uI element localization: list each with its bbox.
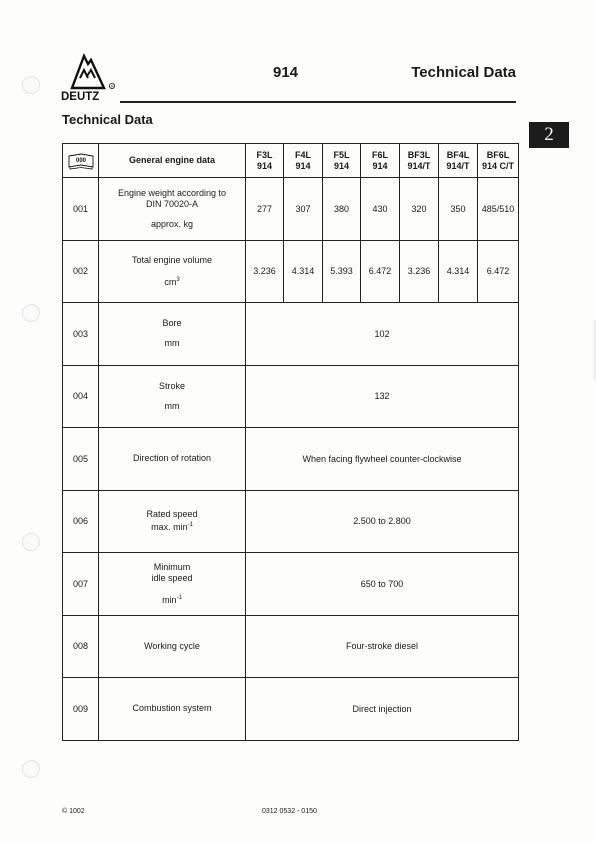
variant-name: F3L [256, 149, 273, 160]
row-description [99, 490, 246, 553]
chapter-tab: 2 [529, 122, 569, 148]
engine-model-number: 914 [273, 64, 299, 81]
row-description [99, 240, 246, 303]
engine-variant-header [439, 144, 478, 178]
variant-name: F4L [294, 149, 311, 160]
description-line: Bore [162, 318, 182, 329]
variant-name: BF4L [446, 149, 470, 160]
engine-variant-header [361, 144, 400, 178]
shared-value-cell: 132 [246, 365, 519, 428]
punch-hole [22, 760, 40, 778]
row-number: 005 [63, 428, 99, 491]
technical-data-table [62, 143, 519, 741]
value-cell: 307 [284, 178, 323, 241]
description-line: Engine weight according to [117, 187, 227, 198]
general-engine-data-header: General engine data [99, 144, 246, 178]
row-number: 001 [63, 178, 99, 241]
svg-text:000: 000 [75, 157, 86, 164]
value-cell: 6.472 [361, 240, 400, 303]
svg-text:DEUTZ: DEUTZ [61, 91, 100, 102]
description-line: Working cycle [144, 640, 200, 651]
page-header-title: Technical Data [411, 64, 516, 81]
table-row [63, 678, 519, 741]
description-line: Rated speed [146, 509, 198, 520]
unit-label: $\min^{-1}$ [162, 594, 182, 605]
value-cell: 320 [400, 178, 439, 241]
value-cell: 4.314 [284, 240, 323, 303]
row-description [99, 365, 246, 428]
description-line: max. $\min^{-1}$ [151, 522, 193, 533]
row-number: 002 [63, 240, 99, 303]
variant-name: BF3L [407, 149, 431, 160]
table-header-row [63, 144, 519, 178]
unit-label: mm [164, 338, 180, 349]
variant-series: 914 [372, 160, 388, 171]
punch-hole [22, 76, 40, 94]
engine-variant-header [284, 144, 323, 178]
value-cell: 485/510 [478, 178, 519, 241]
row-description [99, 428, 246, 491]
description-line: Total engine volume [131, 254, 213, 265]
row-number: 009 [63, 678, 99, 741]
row-description [99, 553, 246, 616]
value-cell: 3.236 [400, 240, 439, 303]
variant-name: F5L [333, 149, 350, 160]
table-row [63, 553, 519, 616]
deutz-logo [60, 52, 120, 102]
header-rule [120, 101, 516, 103]
row-number: 008 [63, 615, 99, 678]
row-description [99, 678, 246, 741]
description-line: DIN 70020-A [145, 198, 199, 209]
variant-series: 914 [256, 160, 273, 171]
unit-label: approx. kg [150, 218, 194, 229]
punch-hole [22, 304, 40, 322]
variant-name: F6L [371, 149, 388, 160]
engine-variant-header [478, 144, 519, 178]
description-line: idle speed [151, 572, 193, 583]
row-description [99, 615, 246, 678]
row-description [99, 178, 246, 241]
punch-hole [22, 533, 40, 551]
description-line: Direction of rotation [132, 453, 212, 464]
value-cell: 6.472 [478, 240, 519, 303]
value-cell: 277 [246, 178, 284, 241]
value-cell: 350 [439, 178, 478, 241]
description-line: Stroke [158, 380, 185, 391]
table-row [63, 490, 519, 553]
variant-series: 914/T [407, 160, 431, 171]
engine-variant-header [246, 144, 284, 178]
svg-text:R: R [111, 84, 114, 89]
value-cell: 380 [323, 178, 361, 241]
shared-value-cell: Direct injection [246, 678, 519, 741]
row-number: 004 [63, 365, 99, 428]
table-row [63, 240, 519, 303]
footer-document-code: 0312 0532 - 0150 [262, 808, 317, 815]
shared-value-cell: 650 to 700 [246, 553, 519, 616]
table-row [63, 178, 519, 241]
book-icon-cell [63, 144, 99, 178]
book-icon [67, 152, 95, 170]
table-row [63, 365, 519, 428]
table-row [63, 615, 519, 678]
value-cell: 3.236 [246, 240, 284, 303]
row-description [99, 303, 246, 366]
unit-label: $cm^3$ [164, 276, 180, 287]
variant-name: BF6L [486, 149, 510, 160]
shared-value-cell: When facing flywheel counter-clockwise [246, 428, 519, 491]
variant-series: 914 [333, 160, 350, 171]
unit-label: mm [164, 400, 180, 411]
value-cell: 430 [361, 178, 400, 241]
table-row [63, 428, 519, 491]
row-number: 006 [63, 490, 99, 553]
variant-series: 914 C/T [481, 160, 514, 171]
variant-series: 914 [295, 160, 311, 171]
engine-variant-header [323, 144, 361, 178]
table-row [63, 303, 519, 366]
shared-value-cell: Four-stroke diesel [246, 615, 519, 678]
variant-series: 914/T [446, 160, 470, 171]
footer-copyright: © 1002 [62, 808, 85, 815]
description-line: Minimum [153, 561, 191, 572]
row-number: 007 [63, 553, 99, 616]
section-title: Technical Data [62, 112, 153, 127]
shared-value-cell: 102 [246, 303, 519, 366]
description-line: Combustion system [132, 703, 212, 714]
scan-edge-shadow [592, 320, 596, 380]
value-cell: 4.314 [439, 240, 478, 303]
shared-value-cell: 2.500 to 2.800 [246, 490, 519, 553]
engine-variant-header [400, 144, 439, 178]
row-number: 003 [63, 303, 99, 366]
value-cell: 5.393 [323, 240, 361, 303]
